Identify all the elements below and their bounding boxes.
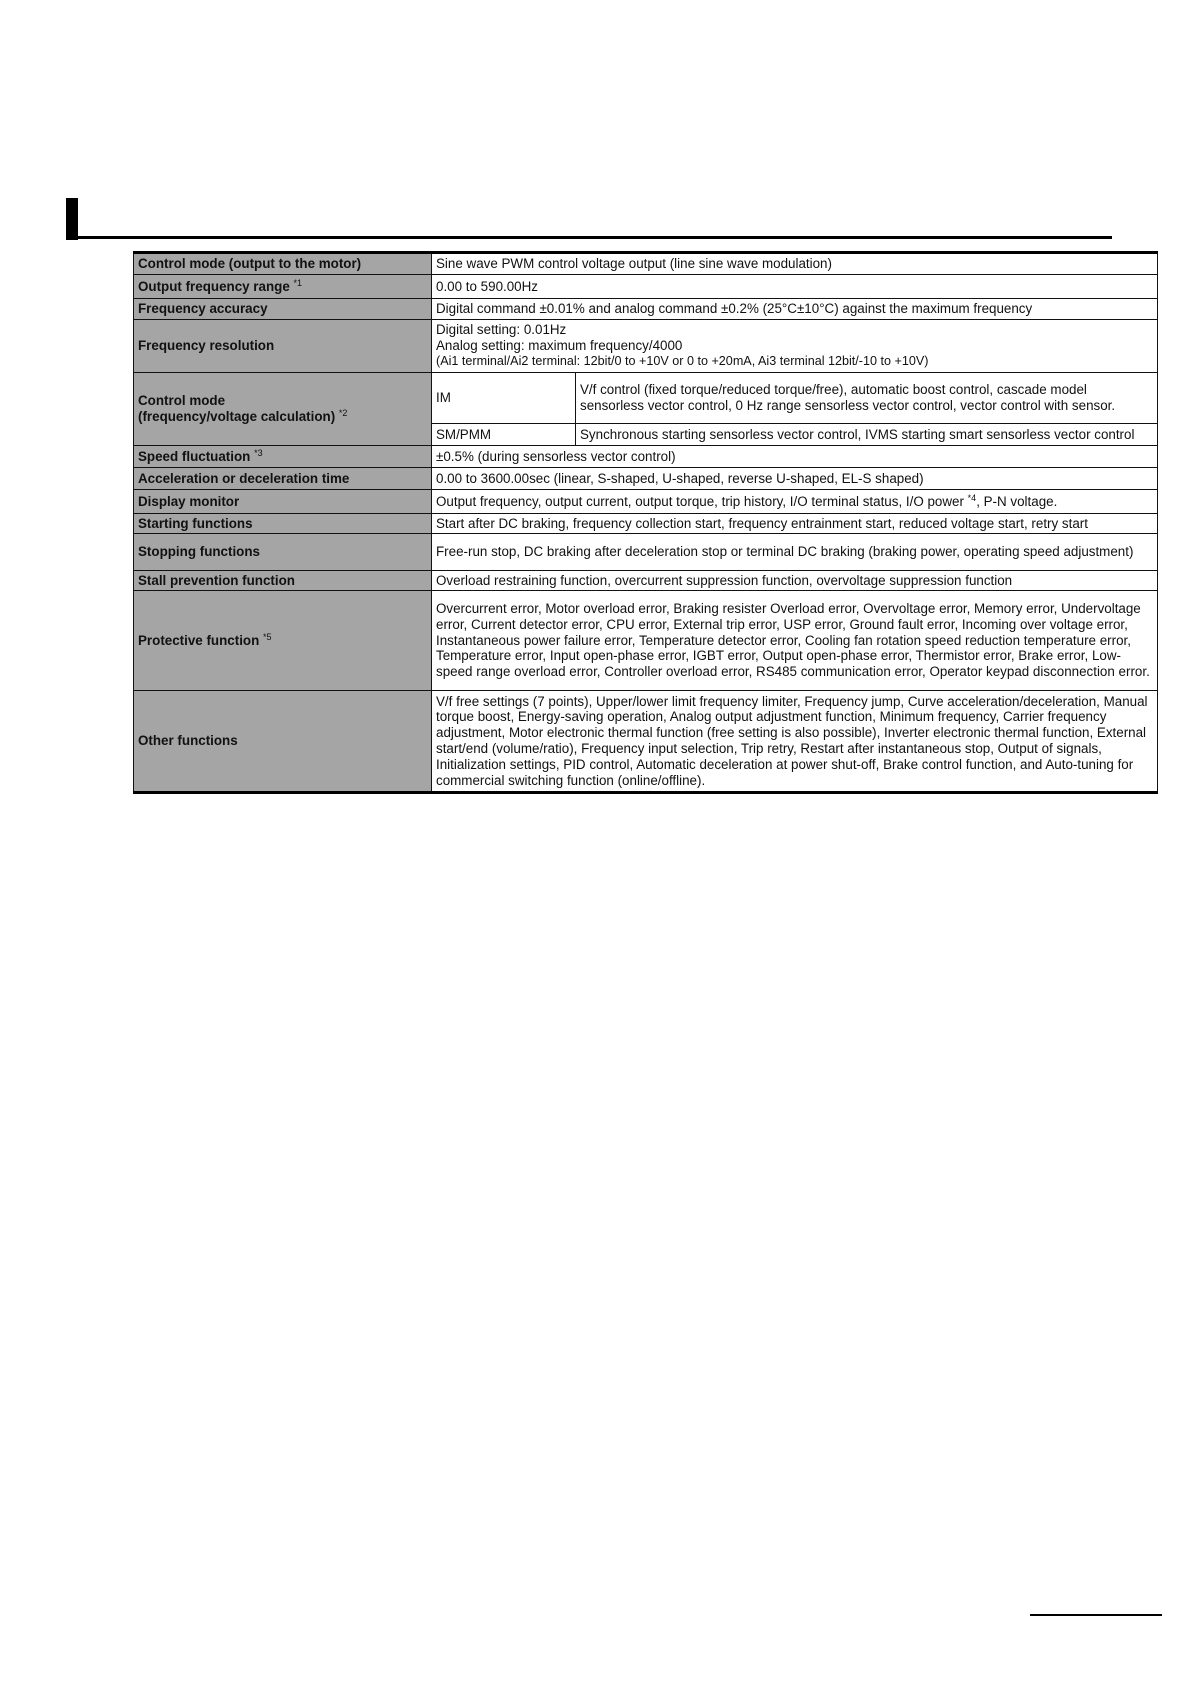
specification-table: [133, 251, 1158, 794]
label-text: Control mode: [138, 393, 226, 409]
row-value: [432, 320, 1158, 373]
footnote-marker: *3: [254, 447, 263, 458]
label-text: Speed fluctuation: [138, 448, 251, 464]
row-value: 0.00 to 3600.00sec (linear, S-shaped, U-shaped, reverse U-shaped, EL-S shaped): [432, 468, 1158, 490]
motor-type-label: IM: [432, 373, 576, 424]
row-value: Output frequency, output current, output torque, trip history, I/O terminal status, I/O power $^{*4}$, P-N voltage.: [432, 490, 1158, 514]
table-row: [134, 571, 1158, 591]
row-value: V/f free settings (7 points), Upper/lower limit frequency limiter, Frequency jump, Curve acceleration/deceleration, Manual torque boost, Energy-saving operation, Analog output adjustment function, Minimum frequency, Carrier frequency adjustment, Motor electronic thermal function (free setting is also possible), Inverter electronic thermal function, External start/end (volume/ratio), Frequency input selection, Trip retry, Restart after instantaneous stop, Output of signals, Initialization settings, PID control, Automatic deceleration at power shut-off, Brake control function, and Auto-tuning for commercial switching function (online/offline).: [432, 691, 1158, 793]
row-label: Stall prevention function: [134, 571, 432, 591]
row-value: Digital command ±0.01% and analog command ±0.2% (25°C±10°C) against the maximum frequency: [432, 299, 1158, 320]
table-row: [134, 320, 1158, 373]
row-label: Control mode (output to the motor): [134, 253, 432, 275]
table-row: [134, 275, 1158, 299]
footnote-marker: *2: [338, 408, 348, 418]
row-label: Frequency resolution: [134, 320, 432, 373]
table-row: [134, 446, 1158, 468]
row-label: Display monitor: [134, 490, 432, 514]
table-row: [134, 490, 1158, 514]
table-row: [134, 253, 1158, 275]
row-label: [134, 591, 432, 691]
row-label: [134, 446, 432, 468]
motor-type-label: SM/PMM: [432, 424, 576, 446]
table-row: [134, 299, 1158, 320]
footer-rule: [1030, 1614, 1162, 1616]
row-value: V/f control (fixed torque/reduced torque/free), automatic boost control, cascade model sensorless vector control, 0 Hz range sensorless vector control, vector control with sensor.: [576, 373, 1158, 424]
row-value: Overload restraining function, overcurrent suppression function, overvoltage suppression function: [432, 571, 1158, 591]
row-label: Starting functions: [134, 514, 432, 534]
row-label: [134, 373, 432, 446]
value-line: Analog setting: maximum frequency/4000: [436, 338, 683, 354]
row-label: Frequency accuracy: [134, 299, 432, 320]
footnote-marker: *5: [263, 631, 272, 642]
value-line: Digital setting: 0.01Hz: [436, 322, 567, 338]
row-value: ±0.5% (during sensorless vector control): [432, 446, 1158, 468]
label-text: Protective function: [138, 632, 260, 648]
row-value: Synchronous starting sensorless vector control, IVMS starting smart sensorless vector control: [576, 424, 1158, 446]
table-row: [134, 468, 1158, 490]
table-row: [134, 373, 1158, 424]
section-heading-marker: [66, 198, 78, 240]
value-line: (Ai1 terminal/Ai2 terminal: 12bit/0 to +10V or 0 to +20mA, Ai3 terminal 12bit/-10 to +10V): [436, 353, 929, 368]
table-row: [134, 591, 1158, 691]
table-row: [134, 514, 1158, 534]
table-row: [134, 691, 1158, 793]
label-text: Output frequency range: [138, 278, 290, 294]
footnote-marker: *1: [293, 277, 303, 288]
table-row: [134, 534, 1158, 571]
row-value: Start after DC braking, frequency collection start, frequency entrainment start, reduced voltage start, retry start: [432, 514, 1158, 534]
row-value: 0.00 to 590.00Hz: [432, 275, 1158, 299]
row-value: Free-run stop, DC braking after deceleration stop or terminal DC braking (braking power, operating speed adjustment): [432, 534, 1158, 571]
row-value: Overcurrent error, Motor overload error, Braking resister Overload error, Overvoltage error, Memory error, Undervoltage error, Current detector error, CPU error, External trip error, USP error, Ground fault error, Incoming over voltage error, Instantaneous power failure error, Temperature detector error, Cooling fan rotation speed reduction temperature error, Temperature error, Input open-phase error, IGBT error, Output open-phase error, Thermistor error, Brake error, Low-speed range overload error, Controller overload error, RS485 communication error, Operator keypad disconnection error.: [432, 591, 1158, 691]
row-label: Acceleration or deceleration time: [134, 468, 432, 490]
row-value: Sine wave PWM control voltage output (line sine wave modulation): [432, 253, 1158, 275]
footnote-marker: *4: [967, 492, 977, 503]
row-label: [134, 275, 432, 299]
row-label: Stopping functions: [134, 534, 432, 571]
row-label: Other functions: [134, 691, 432, 793]
label-text: (frequency/voltage calculation) $^{*2}$: [138, 408, 348, 424]
section-heading-rule: [66, 236, 1112, 239]
